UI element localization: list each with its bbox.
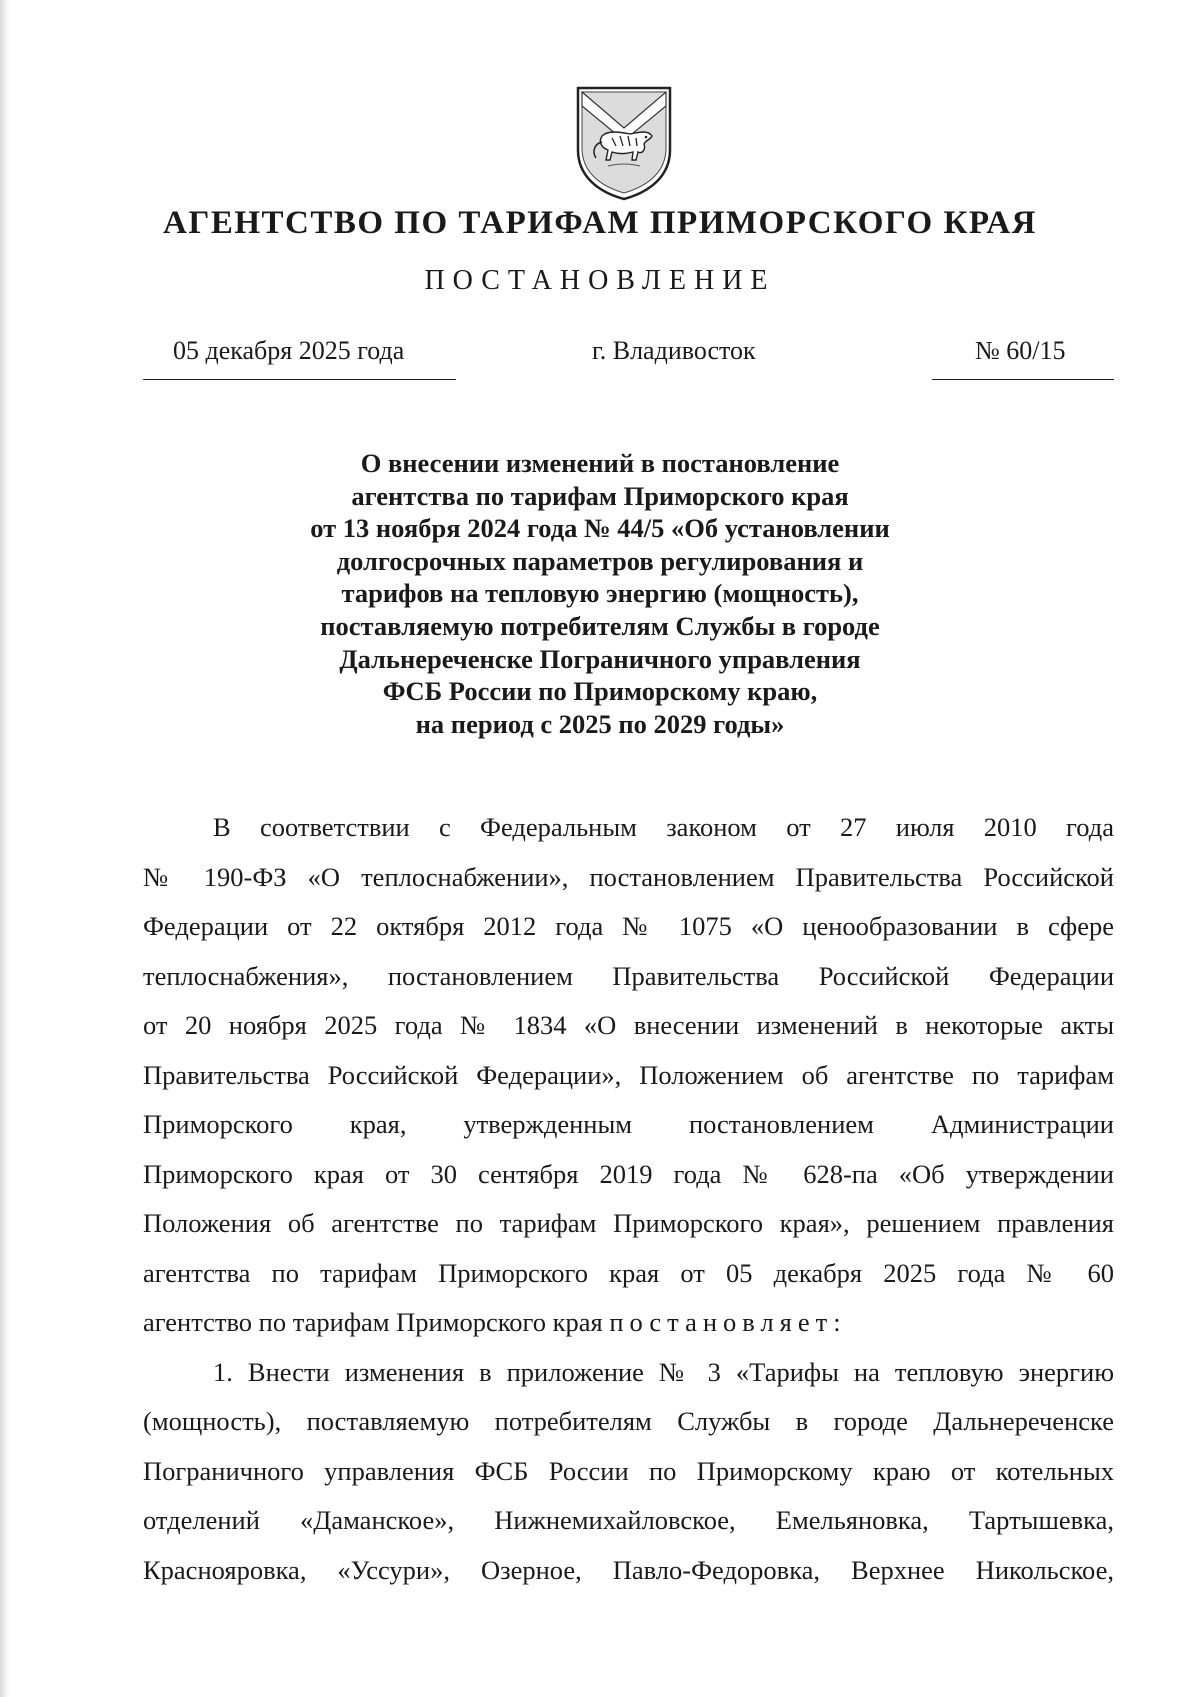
body-line: Приморского края, утвержденным постановлением Администрации <box>143 1109 1114 1139</box>
document-type-heading: ПОСТАНОВЛЕНИЕ <box>424 265 776 296</box>
agency-title: АГЕНТСТВО ПО ТАРИФАМ ПРИМОРСКОГО КРАЯ <box>163 205 1037 241</box>
subject-line: на период с 2025 по 2029 годы» <box>415 708 785 739</box>
body-line: № 190-ФЗ «О теплоснабжении», постановлением Правительства Российской <box>143 861 1114 892</box>
date-underline <box>143 379 456 380</box>
subject-line: ФСБ России по Приморскому краю, <box>382 676 818 707</box>
body-line: отделений «Даманское», Нижнемихайловское, Емельяновка, Тартышевка, <box>143 1505 1114 1535</box>
document-date: 05 декабря 2025 года <box>173 336 405 365</box>
resolution-prefix: агентство по тарифам Приморского края <box>143 1307 610 1337</box>
body-line: от 20 ноября 2025 года № 1834 «О внесении изменений в некоторые акты <box>143 1010 1114 1040</box>
body-line: Пограничного управления ФСБ России по Приморскому краю от котельных <box>143 1455 1114 1486</box>
body-line: В соответствии с Федеральным законом от 27 июля 2010 года <box>213 812 1114 842</box>
subject-line: О внесении изменений в постановление <box>360 448 840 478</box>
subject-line: агентства по тарифам Приморского края <box>351 480 849 511</box>
body-line-resolution <box>143 1298 1114 1348</box>
number-underline <box>932 379 1114 380</box>
body-line: Краснояровка, «Уссури», Озерное, Павло-Федоровка, Верхнее Никольское, <box>143 1554 1114 1585</box>
document-city: г. Владивосток <box>592 336 756 365</box>
body-line: Приморского края от 30 сентября 2019 года № 628-па «Об утверждении <box>143 1158 1114 1189</box>
primorsky-coat-of-arms-icon <box>572 84 676 202</box>
document-number: № 60/15 <box>975 336 1066 365</box>
body-line: агентства по тарифам Приморского края от 05 декабря 2025 года № 60 <box>143 1257 1114 1288</box>
body-line: (мощность), поставляемую потребителям Службы в городе Дальнереченске <box>143 1406 1114 1436</box>
document-body <box>143 803 1114 1595</box>
scan-edge-shadow <box>0 0 10 1697</box>
body-line: Положения об агентстве по тарифам Приморского края», решением правления <box>143 1208 1114 1238</box>
body-line: теплоснабжения», постановлением Правительства Российской Федерации <box>143 960 1114 991</box>
body-line: Правительства Российской Федерации», Положением об агентстве по тарифам <box>143 1059 1114 1090</box>
subject-line: тарифов на тепловую энергию (мощность), <box>341 578 859 609</box>
subject-line: от 13 ноября 2024 года № 44/5 «Об установлении <box>310 513 890 544</box>
subject-line: долгосрочных параметров регулирования и <box>336 545 864 576</box>
body-line: 1. Внести изменения в приложение № 3 «Тарифы на тепловую энергию <box>213 1356 1114 1387</box>
subject-line: Дальнереченске Пограничного управления <box>339 643 861 674</box>
body-line: Федерации от 22 октября 2012 года № 1075 «О ценообразовании в сфере <box>143 911 1114 941</box>
subject-line: поставляемую потребителям Службы в городе <box>320 610 880 641</box>
resolution-verb: постановляет: <box>609 1307 847 1337</box>
document-subject <box>250 447 950 740</box>
